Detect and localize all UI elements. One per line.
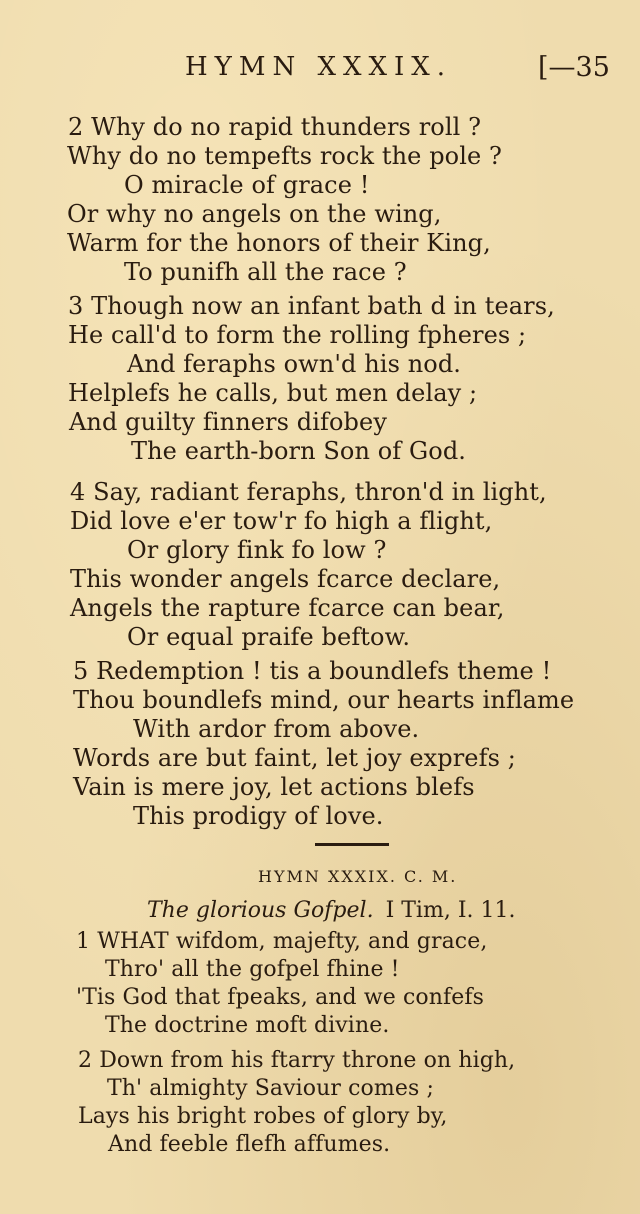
verse-line: Warm for the honors of their King, [67,229,491,257]
verse-line: This wonder angels fcarce declare, [70,565,501,593]
verse-line: 'Tis God that fpeaks, and we confefs [76,985,485,1010]
hymn-title: HYMN XXXIX. C. M. [258,867,458,886]
verse-line: 4 Say, radiant feraphs, thron'd in light, [70,478,547,506]
verse-line: To punifh all the race ? [124,258,407,286]
verse-line: The earth-born Son of God. [131,437,467,465]
verse-line: Words are but faint, let joy exprefs ; [73,744,516,772]
scripture-reference: I Tim, I. 11. [385,898,516,923]
verse-line: This prodigy of love. [133,802,384,830]
verse-line: And guilty finners difobey [69,408,387,436]
verse-line: And feeble flefh affumes. [108,1132,391,1157]
verse-line: O miracle of grace ! [124,171,370,199]
verse-line: He call'd to form the rolling fpheres ; [68,321,527,349]
running-head: HYMN XXXIX. [185,52,453,82]
verse-line: Th' almighty Saviour comes ; [107,1076,434,1101]
verse-line: Why do no tempefts rock the pole ? [67,142,502,170]
verse-line: And feraphs own'd his nod. [127,350,462,378]
hymn-subtitle [147,898,515,923]
page-number: [—35 [538,52,610,83]
verse-line: 1 WHAT wifdom, majefty, and grace, [76,929,488,954]
verse-line: Or why no angels on the wing, [67,200,442,228]
verse-line: Helplefs he calls, but men delay ; [68,379,478,407]
verse-line: Did love e'er tow'r fo high a flight, [70,507,493,535]
verse-line: Vain is mere joy, let actions blefs [73,773,475,801]
verse-line: Thou boundlefs mind, our hearts inflame [73,686,575,714]
verse-line: Or glory fink fo low ? [127,536,387,564]
section-divider [315,843,389,846]
verse-line: 2 Down from his ftarry throne on high, [78,1048,516,1073]
hymn-subtitle-text: The glorious Gofpel. [147,898,374,923]
verse-line: 3 Though now an infant bath d in tears, [68,292,555,320]
verse-line: Or equal praife beftow. [127,623,411,651]
verse-line: The doctrine moft divine. [105,1013,390,1038]
verse-line: 5 Redemption ! tis a boundlefs theme ! [73,657,552,685]
verse-line: With ardor from above. [133,715,420,743]
verse-line: Thro' all the gofpel fhine ! [105,957,400,982]
verse-line: Angels the rapture fcarce can bear, [70,594,505,622]
verse-line: Lays his bright robes of glory by, [78,1104,448,1129]
verse-line: 2 Why do no rapid thunders roll ? [68,113,482,141]
